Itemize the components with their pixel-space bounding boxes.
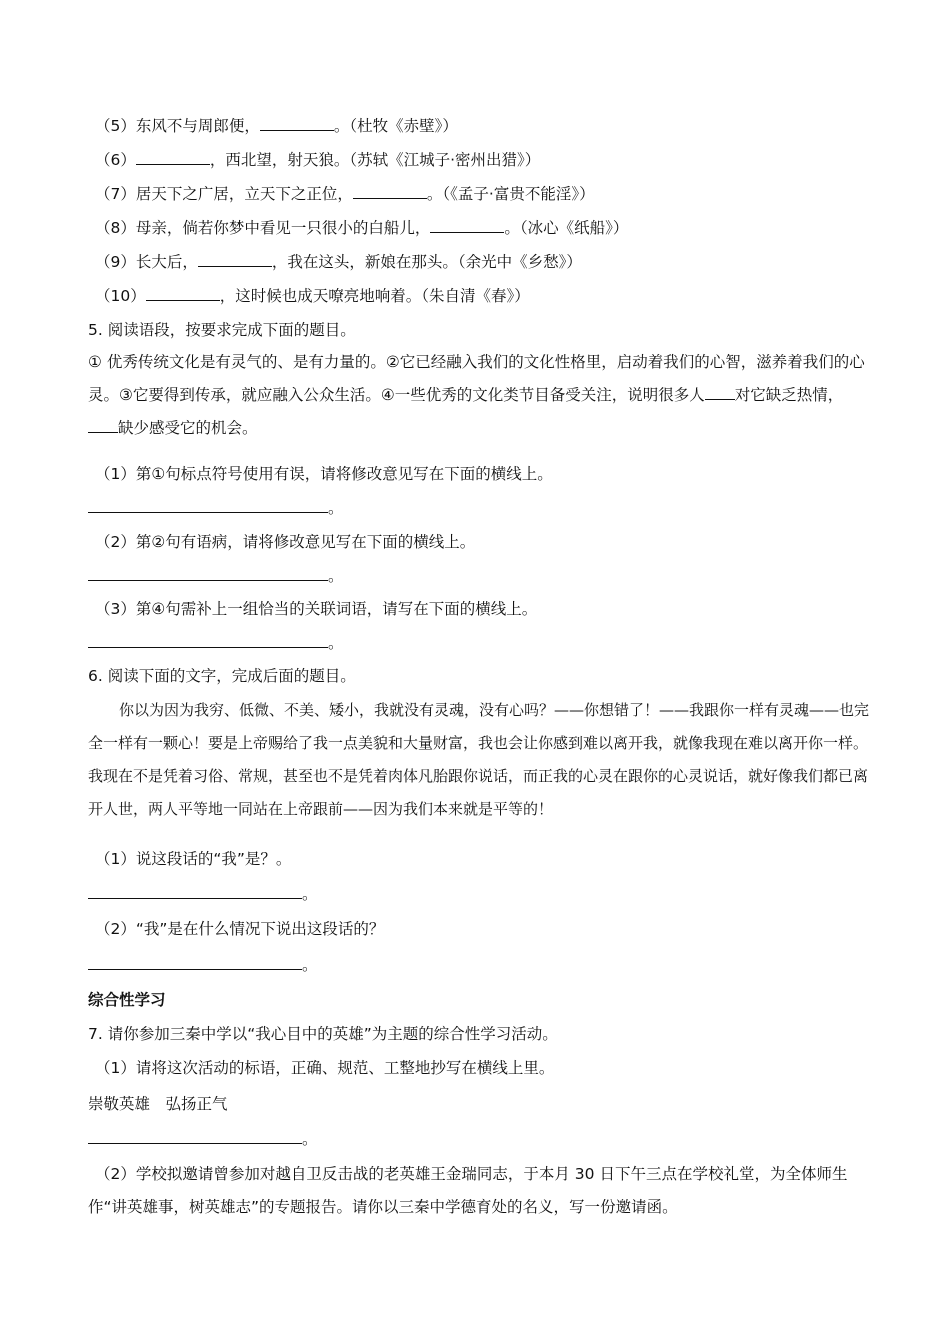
question-5-sub-2: （2）第②句有语病，请将修改意见写在下面的横线上。 — [95, 533, 476, 551]
question-7-title: 7. 请你参加三秦中学以“我心目中的英雄”为主题的综合性学习活动。 — [88, 1025, 558, 1043]
question-7-sub-1: （1）请将这次活动的标语，正确、规范、工整地抄写在横线上里。 — [95, 1059, 555, 1077]
question-6-sub-1: （1）说这段话的“我”是？。 — [95, 850, 292, 868]
answer-line[interactable]: 。 — [88, 633, 344, 653]
section-heading: 综合性学习 — [88, 991, 166, 1009]
answer-line[interactable]: 。 — [88, 884, 318, 904]
answer-line[interactable]: 。 — [88, 566, 344, 586]
item-text: 母亲，倘若你梦中看见一只很小的白船儿， — [135, 219, 431, 237]
item-number: （10） — [95, 287, 146, 305]
item-source: ，我在这头，新娘在那头。（余光中《乡愁》） — [271, 253, 582, 271]
fill-in-item-10 — [95, 286, 530, 306]
question-5-sub-1: （1）第①句标点符号使用有误，请将修改意见写在下面的横线上。 — [95, 465, 553, 483]
fill-in-item-8 — [95, 218, 628, 238]
answer-blank[interactable] — [146, 286, 220, 301]
question-5-title: 5. 阅读语段，按要求完成下面的题目。 — [88, 321, 356, 339]
answer-line[interactable]: 。 — [88, 1129, 318, 1149]
answer-blank[interactable] — [136, 150, 210, 165]
question-5-passage: ① 优秀传统文化是有灵气的、是有力量的。②它已经融入我们的文化性格里，启动着我们的心智，滋养着我们的心灵。③它要得到传承，就应融入公众生活。④一些优秀的文化类节目备受关注，说明很多人 对它缺乏热情，缺少感受它的机会。 — [88, 353, 865, 437]
question-6-title: 6. 阅读下面的文字，完成后面的题目。 — [88, 667, 356, 685]
answer-blank[interactable] — [430, 218, 504, 233]
answer-blank[interactable] — [260, 116, 334, 131]
question-7-sub-2: （2）学校拟邀请曾参加对越自卫反击战的老英雄王金瑞同志，于本月 30 日下午三点在学校礼堂，为全体师生作“讲英雄事，树英雄志”的专题报告。请你以三秦中学德育处的名义，写一份邀请函。 — [88, 1165, 848, 1216]
fill-in-item-5 — [95, 116, 458, 136]
item-number: （8） — [95, 219, 136, 237]
item-source: 。（冰心《纸船》） — [504, 219, 629, 237]
item-text: ，这时候也成天嘹亮地响着。（朱自清《春》） — [219, 287, 530, 305]
item-number: （6） — [95, 151, 136, 169]
item-source: 。（《孟子·富贵不能淫》） — [426, 185, 595, 203]
item-text: 居天下之广居，立天下之正位， — [135, 185, 353, 203]
answer-blank[interactable] — [198, 252, 272, 267]
item-text: 东风不与周郎便， — [135, 117, 260, 135]
answer-line[interactable]: 。 — [88, 498, 344, 518]
answer-blank[interactable] — [353, 184, 427, 199]
answer-line[interactable]: 。 — [88, 955, 318, 975]
fill-in-item-7 — [95, 184, 595, 204]
item-number: （7） — [95, 185, 136, 203]
question-6-passage: 你以为因为我穷、低微、不美、矮小，我就没有灵魂，没有心吗？——你想错了！——我跟你一样有灵魂——也完全一样有一颗心！要是上帝赐给了我一点美貌和大量财富，我也会让你感到难以离开我，就像我现在难以离开你一样。我现在不是凭着习俗、常规，甚至也不是凭着肉体凡胎跟你说话，而正我的心灵在跟你的心灵说话，就好像我们都已离开人世，两人平等地一同站在上帝跟前——因为我们本来就是平等的！ — [88, 701, 870, 818]
item-text: ，西北望，射天狼。（苏轼《江城子·密州出猎》） — [209, 151, 541, 169]
item-text: 长大后， — [135, 253, 198, 271]
question-6-sub-2: （2）“我”是在什么情况下说出这段话的？ — [95, 920, 385, 938]
slogan-text: 崇敬英雄 弘扬正气 — [88, 1095, 228, 1113]
question-5-sub-3: （3）第④句需补上一组恰当的关联词语，请写在下面的横线上。 — [95, 600, 538, 618]
item-number: （9） — [95, 253, 136, 271]
answer-blank[interactable] — [705, 385, 735, 400]
answer-blank[interactable] — [88, 418, 118, 433]
item-source: 。（杜牧《赤壁》） — [333, 117, 458, 135]
item-number: （5） — [95, 117, 136, 135]
fill-in-item-9 — [95, 252, 582, 272]
fill-in-item-6 — [95, 150, 540, 170]
